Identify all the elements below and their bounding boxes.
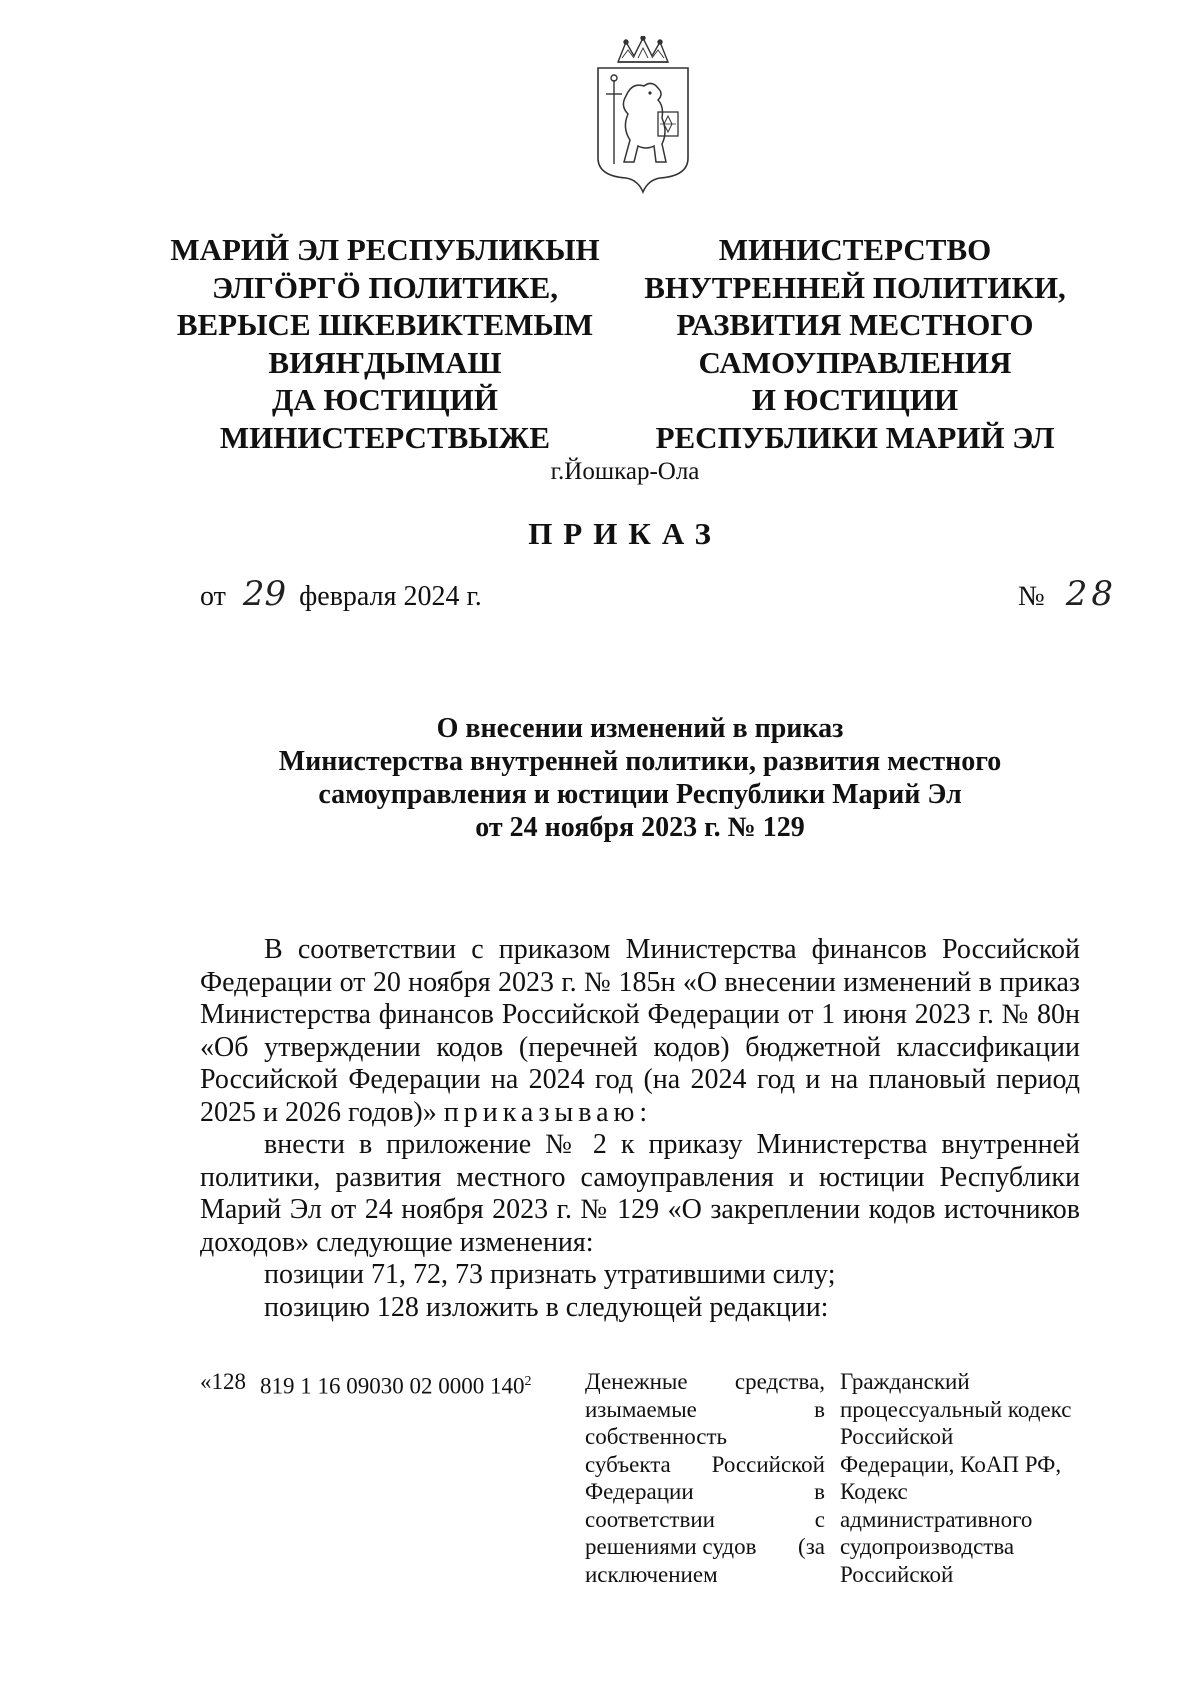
- document-body: [200, 934, 1080, 1324]
- table-cell-legal-basis: [840, 1368, 1100, 1588]
- org-line: МИНИСТЕРСТВЫЖЕ: [219, 419, 551, 455]
- name-line: собственность: [585, 1424, 728, 1449]
- name-word: средства,: [734, 1369, 825, 1394]
- name-word: субъекта: [585, 1451, 671, 1477]
- org-line: ДА ЮСТИЦИЙ: [272, 382, 498, 417]
- subject-line: О внесении изменений в приказ: [436, 713, 844, 744]
- name-line: [585, 1506, 825, 1534]
- org-line: ЭЛГӦРГӦ ПОЛИТИКЕ,: [211, 269, 559, 305]
- name-line: исключением: [585, 1561, 718, 1587]
- code-value: 819 1 16 09030 02 0000 140: [260, 1373, 525, 1399]
- name-line: [585, 1396, 825, 1424]
- basis-line: Российской: [840, 1561, 954, 1587]
- city-name: г.Йошкар-Ола: [550, 458, 700, 485]
- body-paragraph: внести в приложение № 2 к приказу Министерства внутренней политики, развития местного самоуправления и юстиции Республики Марий Эл от 24 ноября 2023 г. № 129 «О закреплении кодов источников доходов» следующие изменения:: [200, 1129, 1080, 1258]
- document-date: [200, 574, 482, 614]
- subject-line: самоуправления и юстиции Республики Марий Эл: [318, 779, 962, 810]
- body-paragraph: позицию 128 изложить в следующей редакции:: [264, 1291, 829, 1323]
- org-line: РЕСПУБЛИКИ МАРИЙ ЭЛ: [655, 419, 1055, 455]
- subject-line: Министерства внутренней политики, развития местного: [278, 746, 1002, 777]
- org-line: РАЗВИТИЯ МЕСТНОГО: [676, 307, 1034, 342]
- name-word: Российской: [711, 1451, 825, 1477]
- basis-line: процессуальный кодекс: [840, 1396, 1072, 1422]
- name-word: Денежные: [585, 1369, 688, 1394]
- subject-line: от 24 ноября 2023 г. № 129: [475, 812, 805, 843]
- name-word: с: [814, 1506, 825, 1532]
- org-line: И ЮСТИЦИИ: [751, 382, 959, 417]
- org-line: САМОУПРАВЛЕНИЯ: [698, 344, 1012, 380]
- table-cell-name: [585, 1368, 825, 1588]
- basis-line: Гражданский: [840, 1369, 970, 1394]
- document-number: [1018, 574, 1117, 614]
- basis-line: судопроизводства: [840, 1534, 1015, 1559]
- name-word: соответствии: [585, 1506, 715, 1532]
- number-prefix: №: [1018, 581, 1045, 612]
- basis-line: Кодекс: [840, 1479, 908, 1504]
- name-word: решениями судов: [585, 1534, 757, 1559]
- date-rest: февраля 2024 г.: [299, 581, 482, 612]
- name-word: изымаемые: [585, 1396, 697, 1422]
- table-cell-position: «128: [200, 1369, 246, 1394]
- org-line: МАРИЙ ЭЛ РЕСПУБЛИКЫН: [170, 232, 600, 267]
- org-line: ВНУТРЕННЕЙ ПОЛИТИКИ,: [644, 269, 1066, 305]
- org-line: ВИЯҤДЫМАШ: [268, 344, 502, 380]
- paragraph-text: В соответствии с приказом Министерства финансов Российской Федерации от 20 ноября 2023 г. № 185н «О внесении изменений в приказ Министерства финансов Российской Федерации от 1 июня 2023 г. № 80н «Об утверждении кодов (перечней кодов) бюджетной классификации Российской Федерации на 2024 год (на 2024 год и на плановый период 2025 и 2026 годов)»: [200, 934, 1080, 1128]
- body-paragraph: [200, 934, 1080, 1129]
- document-subject: [200, 712, 1080, 844]
- organization-name-russian: [630, 231, 1080, 456]
- name-line: [585, 1478, 825, 1506]
- name-line: [585, 1451, 825, 1479]
- handwritten-day: 29: [242, 574, 287, 614]
- org-line: ВЕРЫСЕ ШКЕВИКТЕМЫМ: [176, 307, 594, 342]
- basis-line: административного: [840, 1506, 1033, 1532]
- order-verb: приказываю:: [443, 1096, 653, 1128]
- date-prefix: от: [200, 581, 226, 612]
- org-line: МИНИСТЕРСТВО: [718, 232, 992, 267]
- coat-of-arms-icon: [588, 36, 698, 196]
- document-type: ПРИКАЗ: [528, 516, 722, 551]
- table-cell-code: [260, 1368, 550, 1400]
- name-line: [585, 1533, 825, 1561]
- handwritten-number: 28: [1065, 574, 1117, 614]
- name-word: в: [814, 1396, 825, 1422]
- organization-name-mari: [160, 231, 610, 456]
- basis-line: Российской: [840, 1424, 954, 1449]
- basis-line: Федерации, КоАП РФ,: [840, 1451, 1062, 1477]
- name-word: Федерации: [585, 1479, 694, 1504]
- name-word: в: [814, 1479, 825, 1504]
- name-word: (за: [798, 1534, 825, 1559]
- name-line: [585, 1368, 825, 1396]
- code-footnote: 2: [524, 1374, 532, 1389]
- body-paragraph: позиции 71, 72, 73 признать утратившими силу;: [264, 1259, 836, 1290]
